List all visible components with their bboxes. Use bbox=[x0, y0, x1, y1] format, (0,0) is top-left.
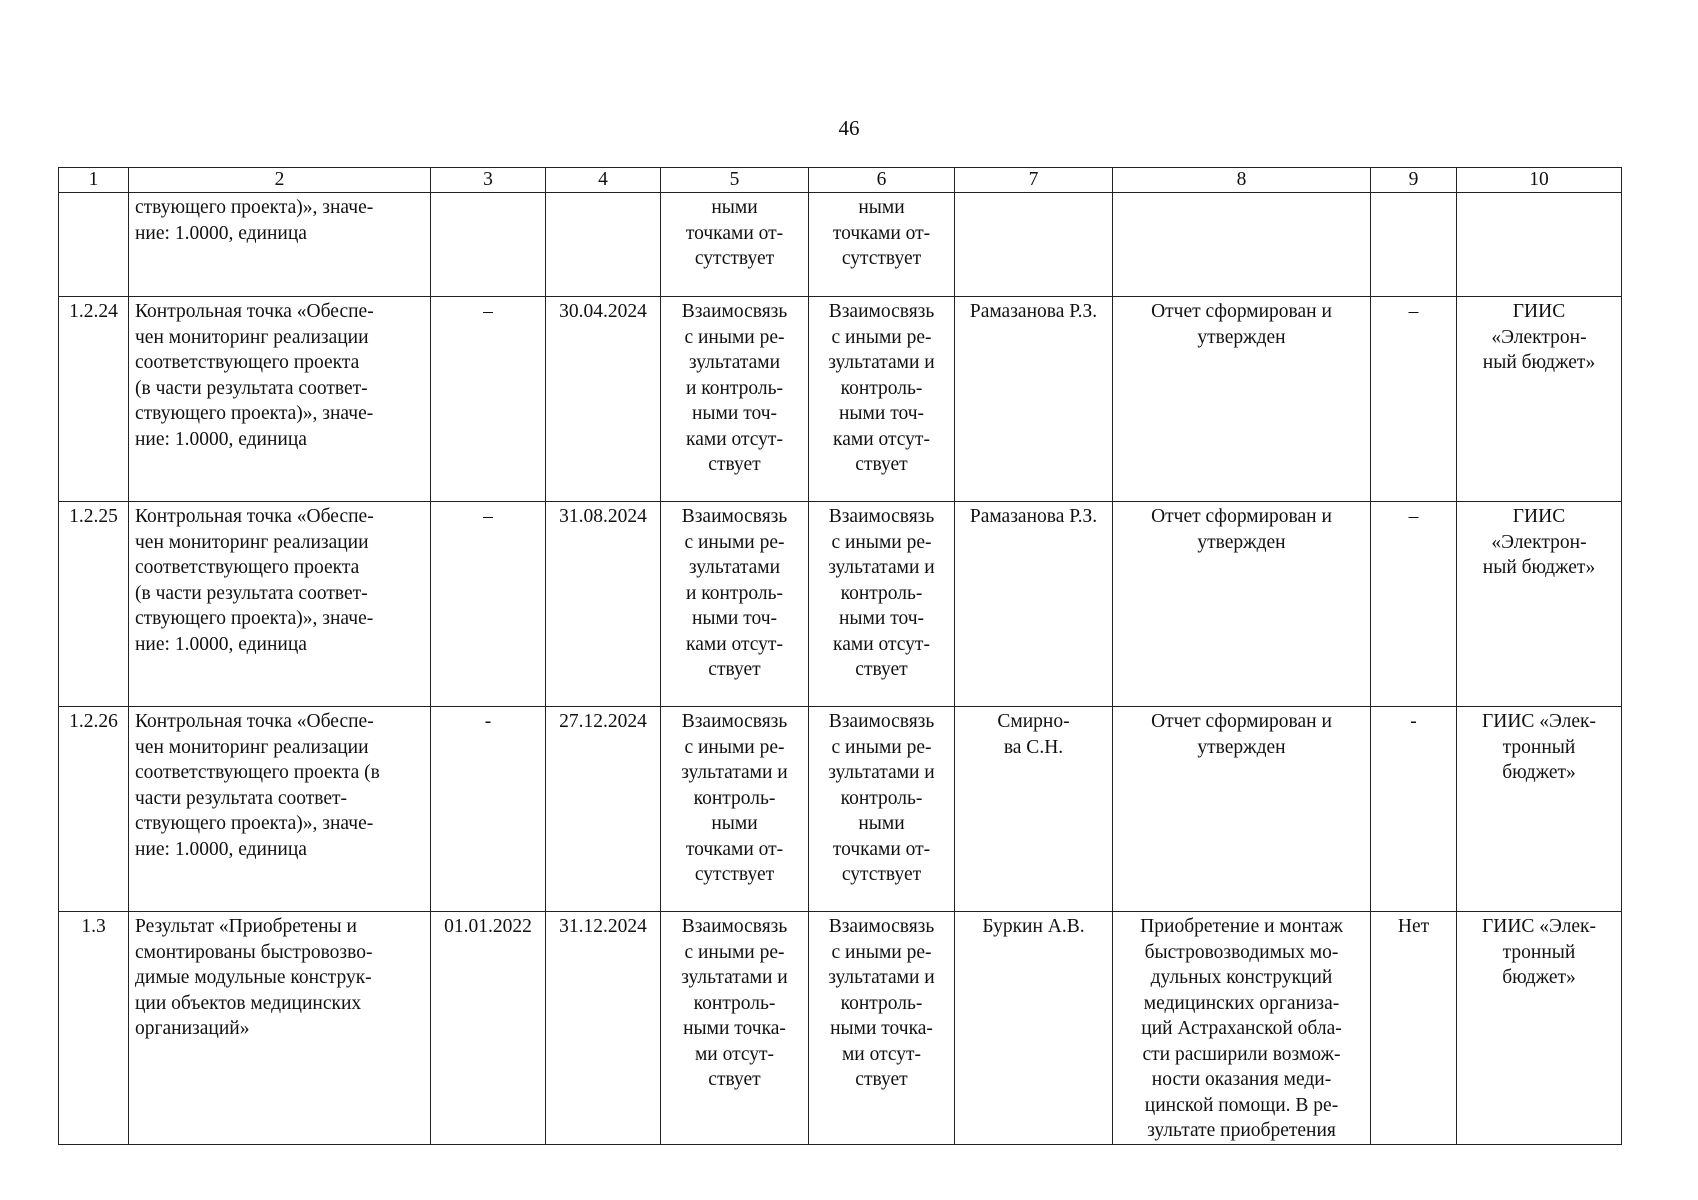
result-description: Отчет сформирован и утвержден bbox=[1113, 502, 1371, 707]
start-date: – bbox=[431, 297, 546, 502]
responsible-person: Рамазанова Р.З. bbox=[955, 297, 1113, 502]
column-header: 6 bbox=[809, 168, 955, 193]
column-header: 3 bbox=[431, 168, 546, 193]
info-system bbox=[1457, 193, 1622, 297]
column-9-value: Нет bbox=[1371, 912, 1457, 1145]
info-system: ГИИС «Элек- тронный бюджет» bbox=[1457, 912, 1622, 1145]
page-number: 46 bbox=[838, 116, 860, 140]
table-row bbox=[59, 297, 1622, 502]
item-name: Результат «Приобретены и смонтированы быстровозво- димые модульные конструк- ции объектов медицинских организаций» bbox=[129, 912, 431, 1145]
row-number: 1.2.25 bbox=[59, 502, 129, 707]
relation-cell-6: ными точками от- сутствует bbox=[809, 193, 955, 297]
relation-cell-5: Взаимосвязь с иными ре- зультатами и контроль- ными точками от- сутствует bbox=[661, 707, 809, 912]
table-row bbox=[59, 912, 1622, 1145]
column-9-value: - bbox=[1371, 707, 1457, 912]
responsible-person: Смирно- ва С.Н. bbox=[955, 707, 1113, 912]
end-date: 27.12.2024 bbox=[546, 707, 661, 912]
column-header: 5 bbox=[661, 168, 809, 193]
start-date: - bbox=[431, 707, 546, 912]
relation-cell-6: Взаимосвязь с иными ре- зультатами и контроль- ными точ- ками отсут- ствует bbox=[809, 297, 955, 502]
result-description: Приобретение и монтаж быстровозводимых мо- дульных конструкций медицинских организа- ций Астраханской обла- сти расширили возмож- ности оказания меди- цинской помощи. В ре- зультате приобретения bbox=[1113, 912, 1371, 1145]
column-header: 10 bbox=[1457, 168, 1622, 193]
item-name: Контрольная точка «Обеспе- чен мониторинг реализации соответствующего проекта (в части результата соответ- ствующего проекта)», значе- ние: 1.0000, единица bbox=[129, 502, 431, 707]
relation-cell-5: Взаимосвязь с иными ре- зультатами и контроль- ными точка- ми отсут- ствует bbox=[661, 912, 809, 1145]
result-description: Отчет сформирован и утвержден bbox=[1113, 297, 1371, 502]
info-system: ГИИС «Электрон- ный бюджет» bbox=[1457, 502, 1622, 707]
row-number: 1.2.26 bbox=[59, 707, 129, 912]
plan-table bbox=[58, 167, 1622, 1145]
relation-cell-6: Взаимосвязь с иными ре- зультатами и контроль- ными точка- ми отсут- ствует bbox=[809, 912, 955, 1145]
column-9-value: – bbox=[1371, 502, 1457, 707]
relation-cell-5: ными точками от- сутствует bbox=[661, 193, 809, 297]
item-name: Контрольная точка «Обеспе- чен мониторинг реализации соответствующего проекта (в части результата соответ- ствующего проекта)», значе- ние: 1.0000, единица bbox=[129, 707, 431, 912]
column-9-value bbox=[1371, 193, 1457, 297]
table-row bbox=[59, 193, 1622, 297]
item-name: ствующего проекта)», значе- ние: 1.0000, единица bbox=[129, 193, 431, 297]
table-row bbox=[59, 707, 1622, 912]
table-header-row bbox=[59, 168, 1622, 193]
start-date bbox=[431, 193, 546, 297]
column-9-value: – bbox=[1371, 297, 1457, 502]
column-header: 7 bbox=[955, 168, 1113, 193]
table-row bbox=[59, 502, 1622, 707]
end-date: 31.08.2024 bbox=[546, 502, 661, 707]
column-header: 4 bbox=[546, 168, 661, 193]
end-date: 31.12.2024 bbox=[546, 912, 661, 1145]
column-header: 8 bbox=[1113, 168, 1371, 193]
row-number bbox=[59, 193, 129, 297]
row-number: 1.3 bbox=[59, 912, 129, 1145]
result-description bbox=[1113, 193, 1371, 297]
relation-cell-5: Взаимосвязь с иными ре- зультатами и контроль- ными точ- ками отсут- ствует bbox=[661, 502, 809, 707]
responsible-person: Рамазанова Р.З. bbox=[955, 502, 1113, 707]
start-date: 01.01.2022 bbox=[431, 912, 546, 1145]
result-description: Отчет сформирован и утвержден bbox=[1113, 707, 1371, 912]
item-name: Контрольная точка «Обеспе- чен мониторинг реализации соответствующего проекта (в части результата соответ- ствующего проекта)», значе- ние: 1.0000, единица bbox=[129, 297, 431, 502]
column-header: 1 bbox=[59, 168, 129, 193]
relation-cell-6: Взаимосвязь с иными ре- зультатами и контроль- ными точками от- сутствует bbox=[809, 707, 955, 912]
row-number: 1.2.24 bbox=[59, 297, 129, 502]
column-header: 9 bbox=[1371, 168, 1457, 193]
relation-cell-5: Взаимосвязь с иными ре- зультатами и контроль- ными точ- ками отсут- ствует bbox=[661, 297, 809, 502]
responsible-person: Буркин А.В. bbox=[955, 912, 1113, 1145]
responsible-person bbox=[955, 193, 1113, 297]
end-date bbox=[546, 193, 661, 297]
relation-cell-6: Взаимосвязь с иными ре- зультатами и контроль- ными точ- ками отсут- ствует bbox=[809, 502, 955, 707]
start-date: – bbox=[431, 502, 546, 707]
end-date: 30.04.2024 bbox=[546, 297, 661, 502]
info-system: ГИИС «Элек- тронный бюджет» bbox=[1457, 707, 1622, 912]
info-system: ГИИС «Электрон- ный бюджет» bbox=[1457, 297, 1622, 502]
column-header: 2 bbox=[129, 168, 431, 193]
